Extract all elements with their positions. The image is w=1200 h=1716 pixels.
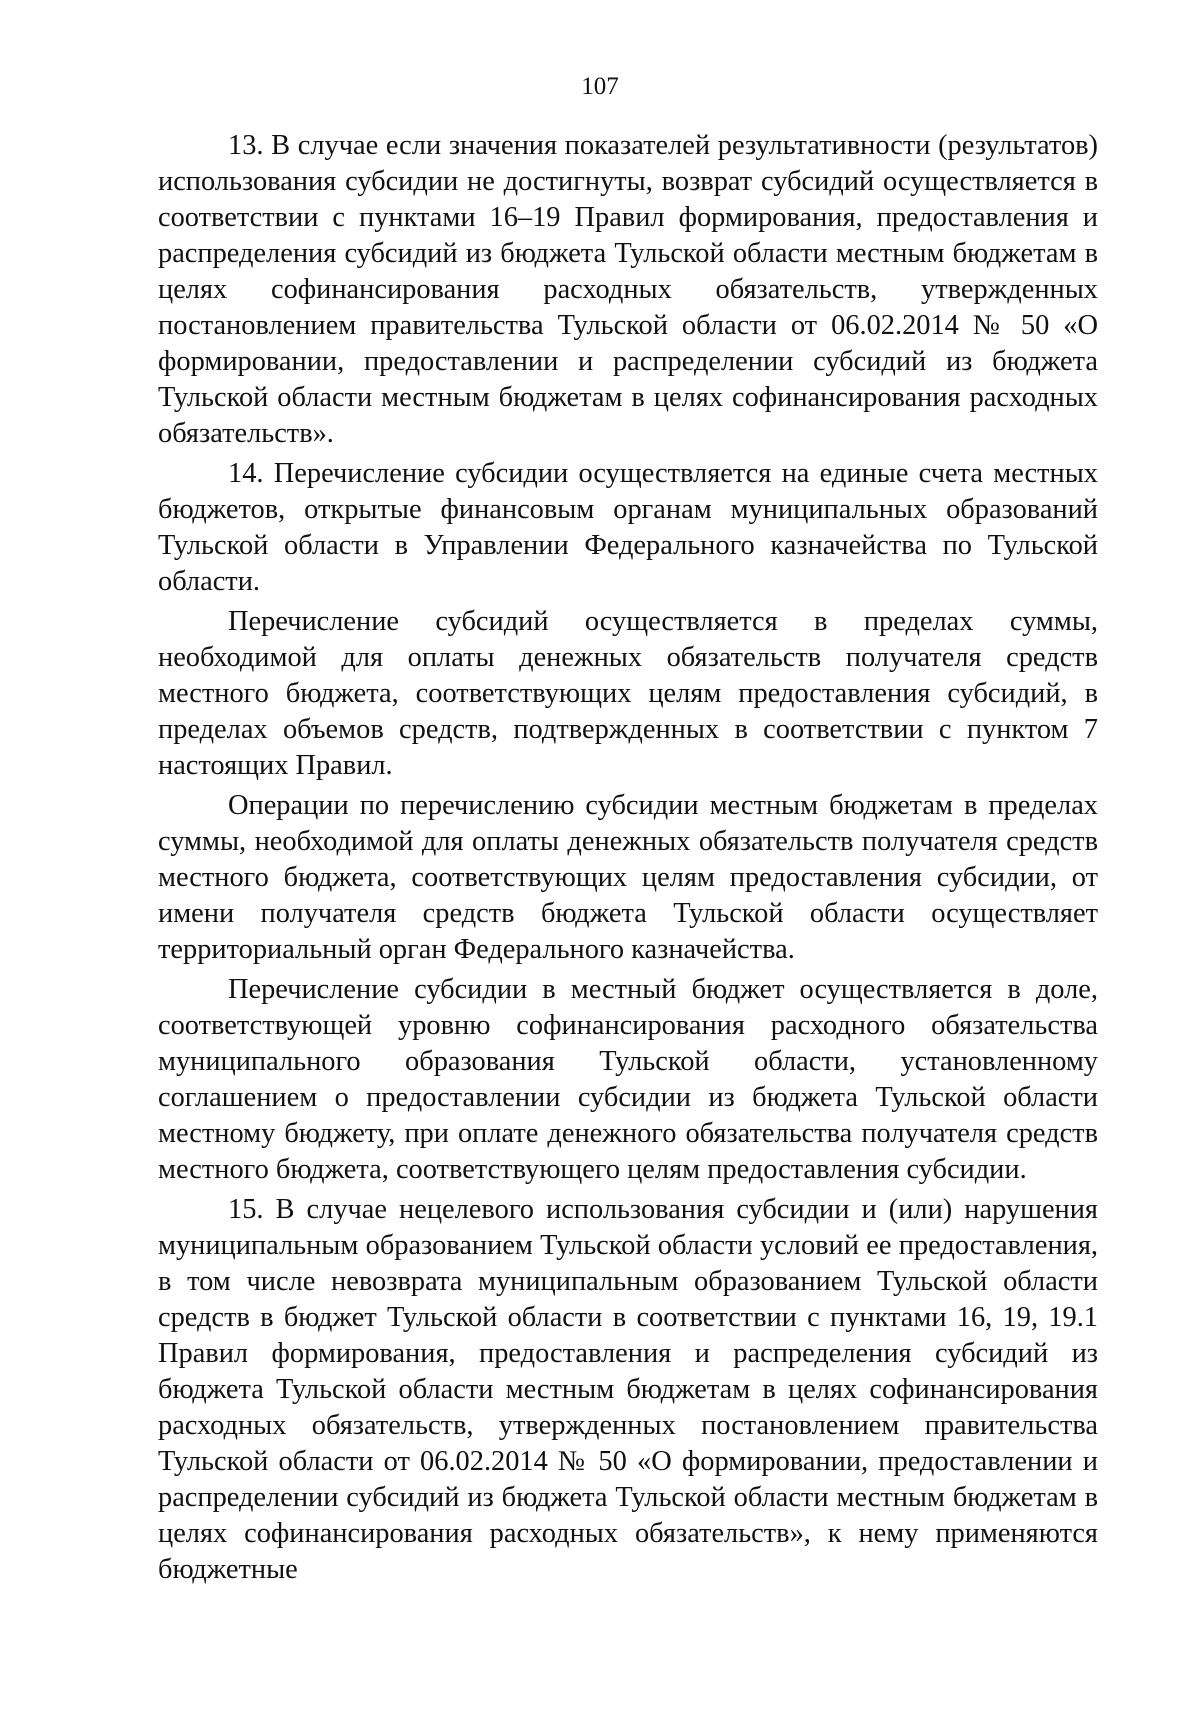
paragraph-13: 13. В случае если значения показателей результативности (результатов) использования субсидии не достигнуты, возврат субсидий осуществляется в соответствии с пунктами 16–19 Правил формирования, предоставления и распределения субсидий из бюджета Тульской области местным бюджетам в целях софинансирования расходных обязательств, утвержденных постановлением правительства Тульской области от 06.02.2014 № 50 «О формировании, предоставлении и распределении субсидий из бюджета Тульской области местным бюджетам в целях софинансирования расходных обязательств». [158, 130, 1098, 449]
paragraph-15: 15. В случае нецелевого использования субсидии и (или) нарушения муниципальным образованием Тульской области условий ее предоставления, в том числе невозврата муниципальным образованием Тульской области средств в бюджет Тульской области в соответствии с пунктами 16, 19, 19.1 Правил формирования, предоставления и распределения субсидий из бюджета Тульской области местным бюджетам в целях софинансирования расходных обязательств, утвержденных постановлением правительства Тульской области от 06.02.2014 № 50 «О формировании, предоставлении и распределении субсидий из бюджета Тульской области местным бюджетам в целях софинансирования расходных обязательств», к нему применяются бюджетные [158, 1194, 1098, 1585]
paragraph-14: 14. Перечисление субсидии осуществляется на единые счета местных бюджетов, открытые финансовым органам муниципальных образований Тульской области в Управлении Федерального казначейства по Тульской области. [158, 458, 1098, 597]
page-number: 107 [581, 73, 619, 100]
paragraph-transfer-limits: Перечисление субсидий осуществляется в пределах суммы, необходимой для оплаты денежных обязательств получателя средств местного бюджета, соответствующих целям предоставления субсидий, в пределах объемов средств, подтвержденных в соответствии с пунктом 7 настоящих Правил. [158, 606, 1098, 781]
document-body [158, 128, 1098, 1592]
paragraph-transfer-operations: Операции по перечислению субсидии местным бюджетам в пределах суммы, необходимой для оплаты денежных обязательств получателя средств местного бюджета, соответствующих целям предоставления субсидии, от имени получателя средств бюджета Тульской области осуществляет территориальный орган Федерального казначейства. [158, 790, 1098, 965]
paragraph-cofinancing-share: Перечисление субсидии в местный бюджет осуществляется в доле, соответствующей уровню софинансирования расходного обязательства муниципального образования Тульской области, установленному соглашением о предоставлении субсидии из бюджета Тульской области местному бюджету, при оплате денежного обязательства получателя средств местного бюджета, соответствующего целям предоставления субсидии. [158, 974, 1098, 1185]
